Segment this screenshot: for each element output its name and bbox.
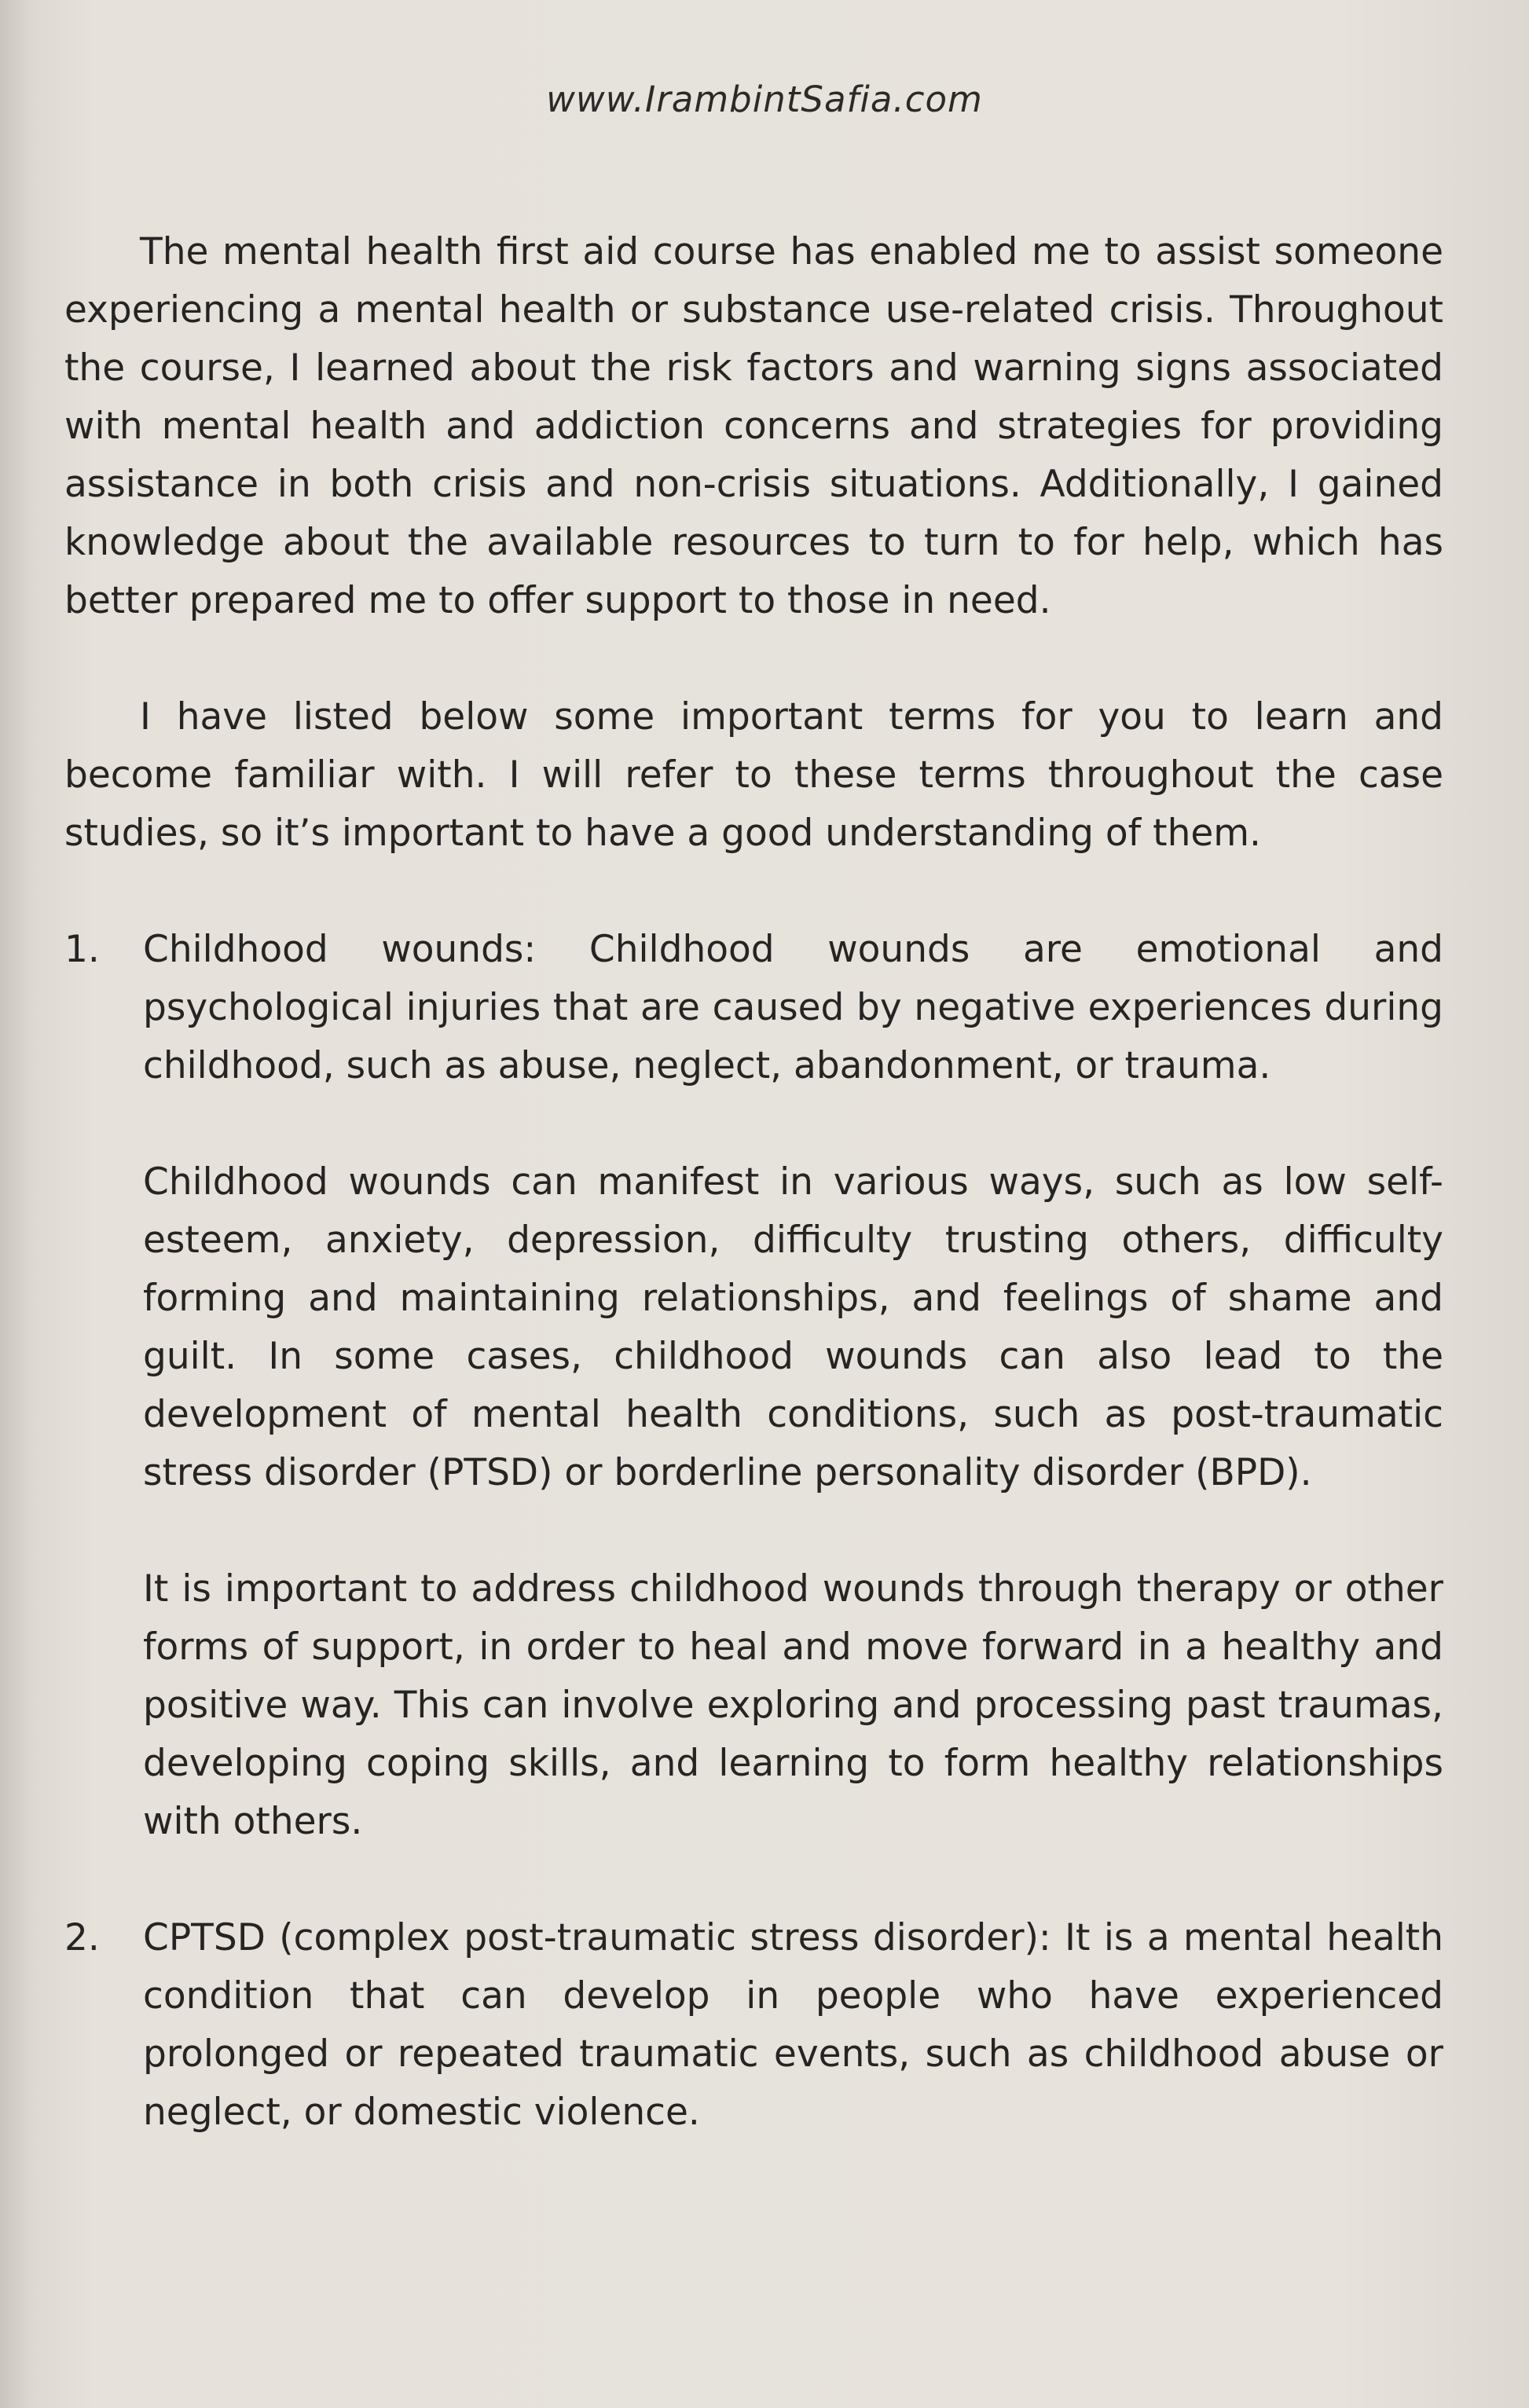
list-number: 1. (64, 928, 100, 971)
term-cptsd (64, 1909, 1443, 2142)
term-definition: CPTSD (complex post-traumatic stress disorder): It is a mental health condition that can develop in people who have experienced prolonged or repeated traumatic events, such as childhood abuse or neglect, or domestic violence. (143, 1916, 1443, 2134)
page-header-url: www.IrambintSafia.com (546, 79, 983, 120)
term-childhood-wounds (64, 921, 1443, 1851)
term-detail-paragraph: It is important to address childhood wounds through therapy or other forms of support, in order to heal and move forward in a healthy and positive way. This can involve exploring and processing past traumas, developing coping skills, and learning to form healthy relationships with others. (143, 1567, 1443, 1843)
list-number: 2. (64, 1916, 100, 1959)
term-detail-paragraph: Childhood wounds can manifest in various ways, such as low self-esteem, anxiety, depression, difficulty trusting others, difficulty forming and maintaining relationships, and feelings of shame and guilt. In some cases, childhood wounds can also lead to the development of mental health conditions, such as post-traumatic stress disorder (PTSD) or borderline personality disorder (BPD). (143, 1160, 1443, 1494)
page-body (64, 223, 1443, 2142)
terms-list (64, 921, 1443, 2142)
term-definition: Childhood wounds: Childhood wounds are emotional and psychological injuries that are caused by negative experiences during childhood, such as abuse, neglect, abandonment, or trauma. (143, 928, 1443, 1087)
intro-paragraph: The mental health first aid course has enabled me to assist someone experiencing a mental health or substance use-related crisis. Throughout the course, I learned about the risk factors and warning signs associated with mental health and addiction concerns and strategies for providing assistance in both crisis and non-crisis situations. Additionally, I gained knowledge about the available resources to turn to for help, which has better prepared me to offer support to those in need. (64, 230, 1443, 622)
terms-intro-paragraph: I have listed below some important terms for you to learn and become familiar with. I will refer to these terms throughout the case studies, so it’s important to have a good understanding of them. (64, 695, 1443, 855)
